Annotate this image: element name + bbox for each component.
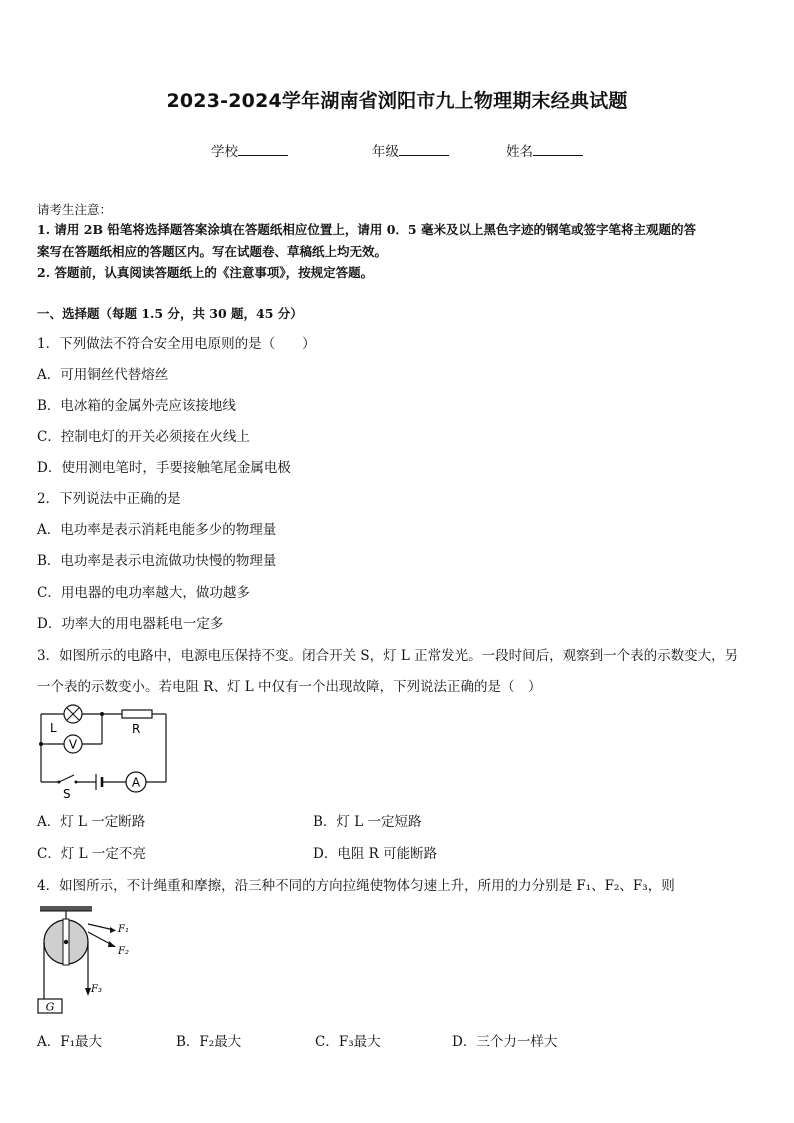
q3-stem-line-2: 一个表的示数变小。若电阻 R、灯 L 中仅有一个出现故障，下列说法正确的是（ ） [37,679,542,695]
q4-option-b[interactable]: B．F₂最大 [176,1034,242,1050]
q1-option-c[interactable]: C．控制电灯的开关必须接在火线上 [37,429,250,445]
resistor-r-icon [122,710,152,718]
section-heading: 一、选择题（每题 1.5 分，共 30 题，45 分） [37,306,303,321]
school-blank[interactable] [238,143,288,156]
grade-field[interactable] [372,140,449,160]
name-label: 姓名 [506,144,533,160]
force-f3-label: F₃ [91,984,102,995]
q1-option-a[interactable]: A．可用铜丝代替熔丝 [37,367,169,383]
lamp-l-icon [64,705,82,723]
q2-option-d[interactable]: D．功率大的用电器耗电一定多 [37,616,224,632]
notice-line-1b: 案写在答题纸相应的答题区内。写在试题卷、草稿纸上均无效。 [37,244,388,259]
voltmeter-label: V [68,737,78,752]
grade-blank[interactable] [399,143,449,156]
q4-pulley-diagram [36,902,146,1016]
ammeter-label: A [131,775,141,790]
q2-option-c[interactable]: C．用电器的电功率越大，做功越多 [37,585,250,601]
q3-option-b[interactable]: B．灯 L 一定短路 [313,814,422,830]
name-blank[interactable] [533,143,583,156]
q4-option-c[interactable]: C．F₃最大 [315,1034,381,1050]
q1-option-d[interactable]: D．使用测电笔时，手要接触笔尾金属电极 [37,460,291,476]
q1-stem: 1．下列做法不符合安全用电原则的是（ ） [37,336,316,352]
school-field[interactable] [211,140,288,160]
resistor-label: R [132,722,141,736]
force-f1-label: F₁ [118,924,129,935]
battery-icon [96,774,102,790]
weight-label: G [45,1000,55,1014]
q1-option-b[interactable]: B．电冰箱的金属外壳应该接地线 [37,398,236,414]
switch-s-icon [58,775,78,784]
switch-label: S [63,787,71,801]
q3-stem-line-1: 3．如图所示的电路中，电源电压保持不变。闭合开关 S，灯 L 正常发光。一段时间后，观察到一个表的示数变大，另 [37,648,739,664]
q3-option-d[interactable]: D．电阻 R 可能断路 [313,846,438,862]
q4-option-a[interactable]: A．F₁最大 [37,1034,103,1050]
q2-option-b[interactable]: B．电功率是表示电流做功快慢的物理量 [37,553,277,569]
force-f2-label: F₂ [118,946,129,957]
q2-stem: 2．下列说法中正确的是 [37,491,181,507]
notice-line-1a: 1. 请用 2B 铅笔将选择题答案涂填在答题纸相应位置上，请用 0．5 毫米及以上黑色字迹的钢笔或签字笔将主观题的答 [37,222,696,237]
q4-stem: 4．如图所示，不计绳重和摩擦，沿三种不同的方向拉绳使物体匀速上升，所用的力分别是 F₁、F₂、F₃，则 [37,878,675,894]
q4-option-d[interactable]: D．三个力一样大 [452,1034,558,1050]
lamp-label: L [50,721,57,735]
grade-label: 年级 [372,144,399,160]
q3-option-c[interactable]: C．灯 L 一定不亮 [37,846,146,862]
ceiling-hatch [40,906,92,911]
name-field[interactable] [506,140,583,160]
notice-heading: 请考生注意： [37,202,113,217]
q2-option-a[interactable]: A．电功率是表示消耗电能多少的物理量 [37,522,277,538]
notice-line-2: 2. 答题前，认真阅读答题纸上的《注意事项》，按规定答题。 [37,265,374,280]
school-label: 学校 [211,144,238,160]
q3-option-a[interactable]: A．灯 L 一定断路 [37,814,146,830]
page-title: 2023-2024学年湖南省浏阳市九上物理期末经典试题 [166,90,628,112]
q3-circuit-diagram [36,702,172,802]
pulley-wheel-icon [44,919,88,965]
